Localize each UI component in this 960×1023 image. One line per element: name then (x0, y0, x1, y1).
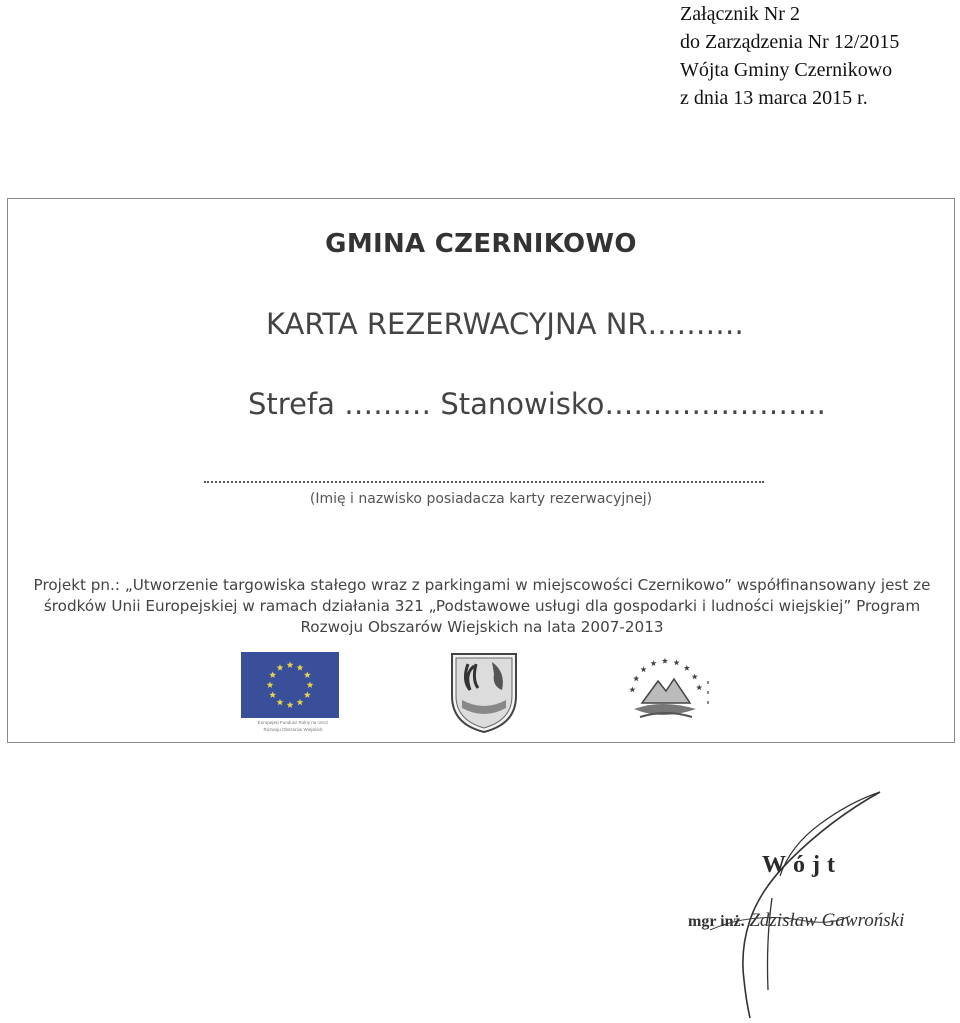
project-line-3: Rozwoju Obszarów Wiejskich na lata 2007-2013 (300, 618, 664, 636)
leader-star-icon (640, 666, 646, 672)
leader-logo-icon (612, 657, 720, 729)
coat-of-arms-icon (448, 650, 520, 734)
leader-star-icon (696, 684, 702, 690)
eu-flag-icon (241, 652, 339, 718)
leader-star-icon (633, 675, 639, 681)
leader-star-icon (650, 660, 656, 666)
signature-name (688, 910, 904, 932)
annex-line-2: do Zarządzenia Nr 12/2015 (680, 31, 900, 53)
card-title: GMINA CZERNIKOWO (325, 229, 637, 259)
annex-line-4: z dnia 13 marca 2015 r. (680, 87, 868, 109)
card-heading: KARTA REZERWACYJNA NR………. (266, 307, 744, 341)
name-caption: (Imię i nazwisko posiadacza karty rezerwacyjnej) (309, 491, 653, 507)
leader-star-icon (692, 674, 698, 680)
leader-star-icon (673, 659, 679, 665)
reservation-card (7, 198, 955, 743)
project-description (28, 575, 936, 638)
eu-caption-line-1: Europejski Fundusz Rolny na rzecz (257, 720, 329, 725)
signature-title: Wójt (762, 852, 842, 878)
leader-star-icon (684, 665, 690, 671)
annex-header (680, 0, 955, 112)
signature-name-prefix: mgr inż. (688, 913, 745, 930)
zone-position-line: Strefa ……… Stanowisko………………….. (248, 387, 826, 421)
leader-star-icon (662, 658, 668, 664)
signature-name-text: Zdzisław Gawroński (749, 910, 905, 931)
project-line-2: środków Unii Europejskiej w ramach działania 321 „Podstawowe usługi dla gospodarki i ludności wiejskiej” Program (43, 597, 921, 615)
eu-fund-caption (228, 719, 358, 733)
leader-star-icon (629, 686, 635, 692)
annex-line-1: Załącznik Nr 2 (680, 3, 800, 25)
signature-scribble (680, 780, 940, 1020)
eu-caption-line-2: Rozwoju Obszarów Wiejskich (263, 727, 323, 732)
project-line-1: Projekt pn.: „Utworzenie targowiska stałego wraz z parkingami w miejscowości Czernikowo” współfinansowany jest ze (33, 576, 931, 594)
name-fill-line (204, 481, 764, 483)
annex-line-3: Wójta Gminy Czernikowo (680, 59, 893, 81)
